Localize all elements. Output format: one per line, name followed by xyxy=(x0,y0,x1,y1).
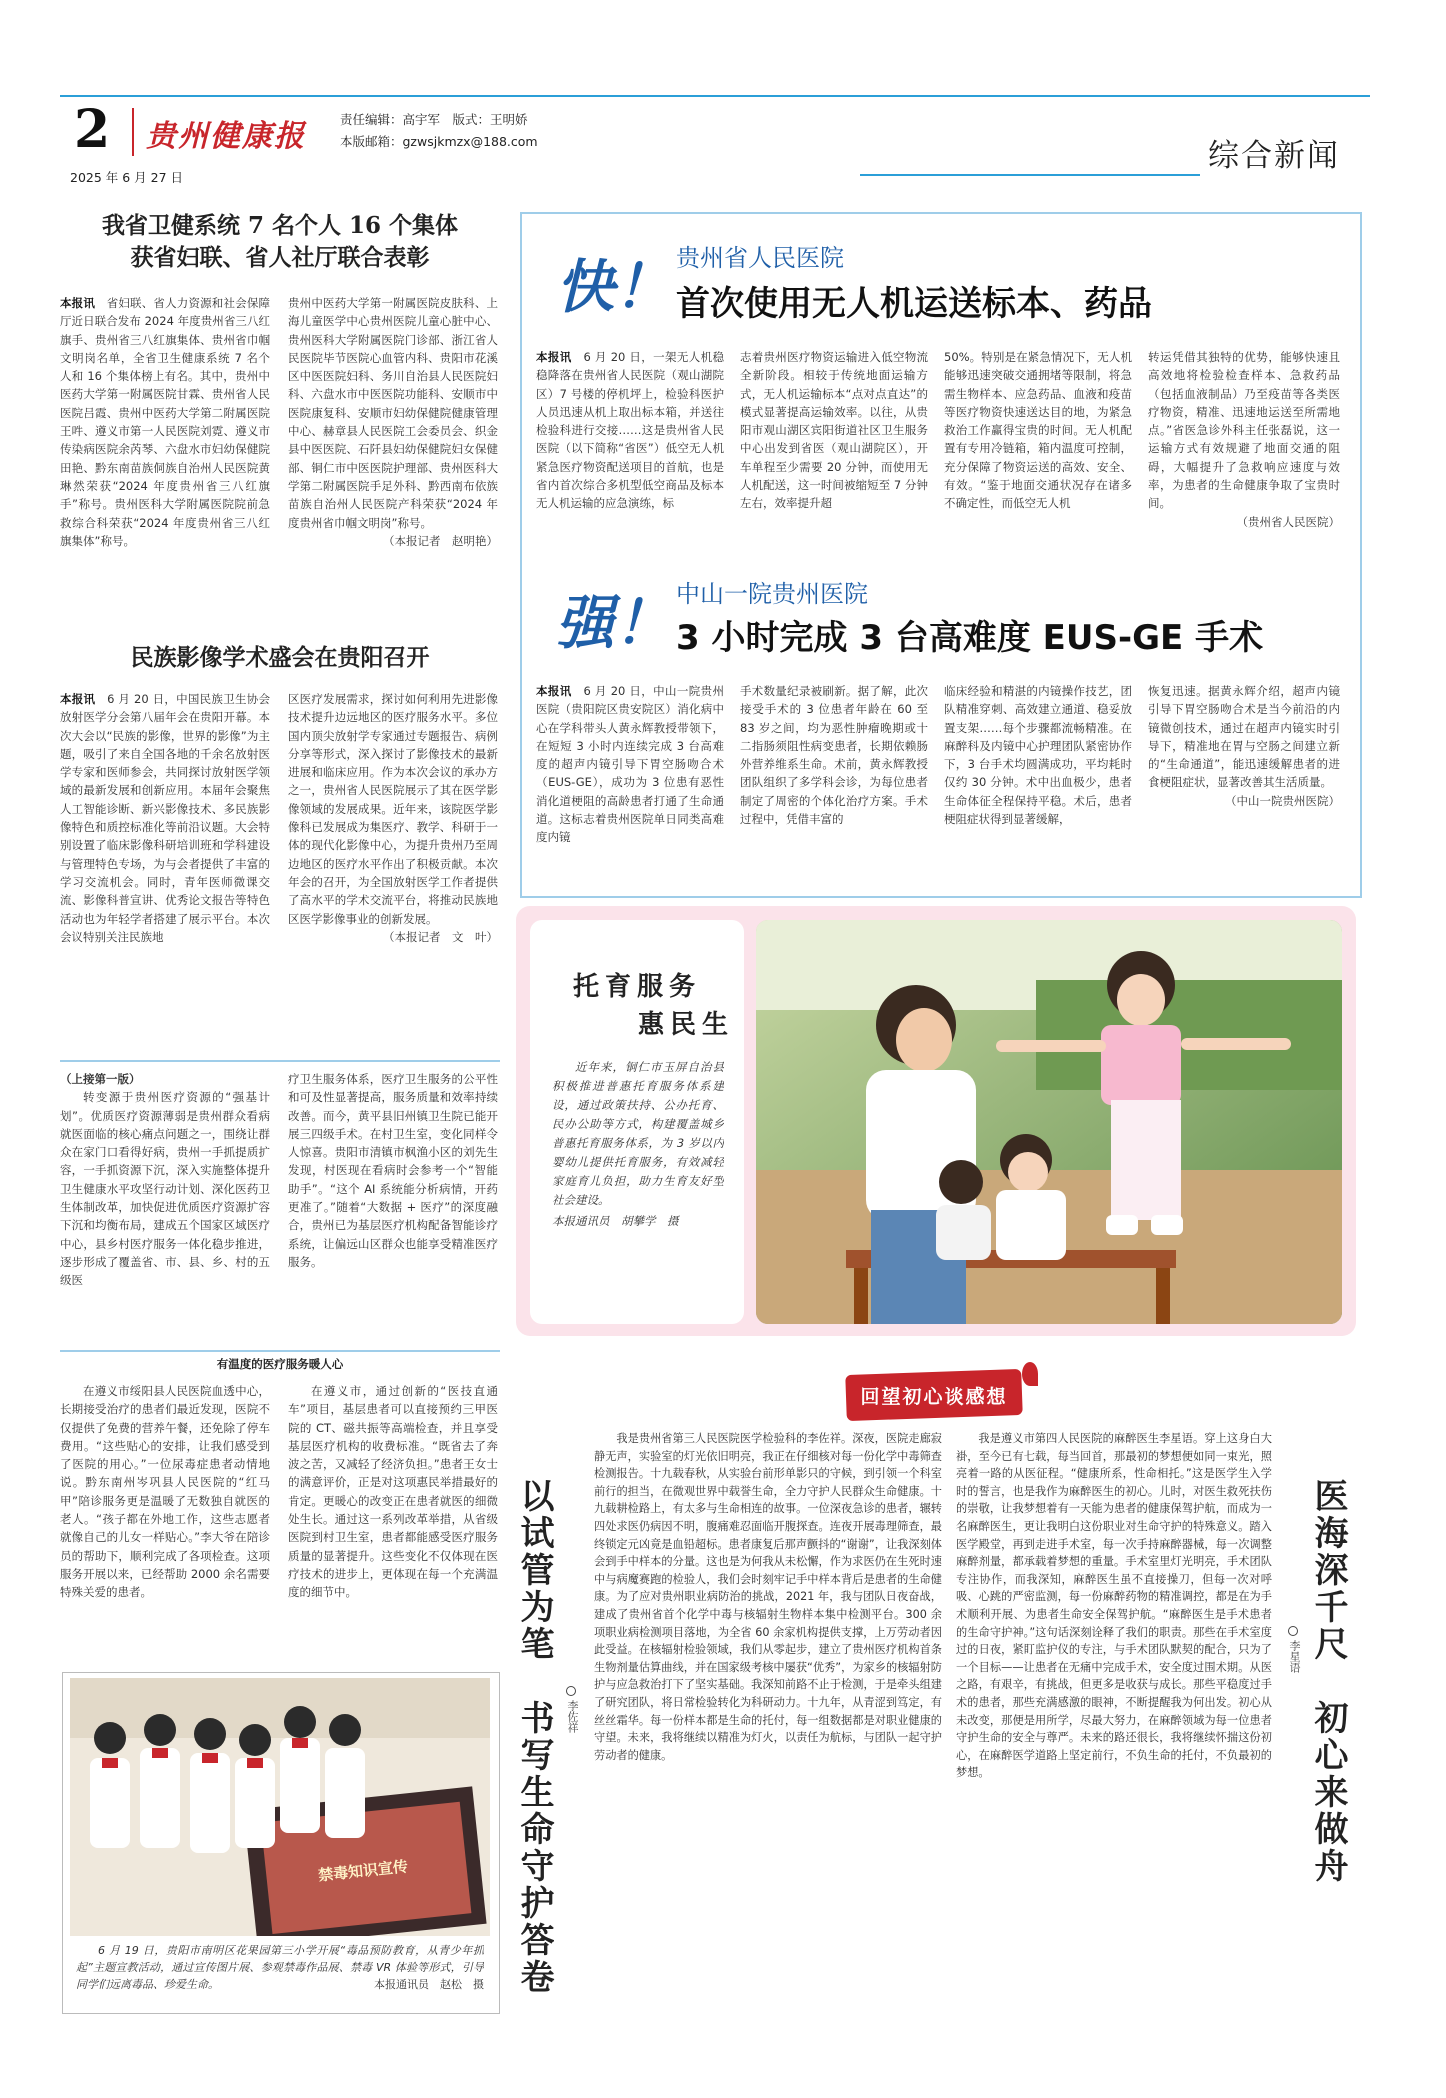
award-title-line1: 我省卫健系统 7 名个人 16 个集体 xyxy=(101,212,459,239)
article-award xyxy=(60,210,500,620)
masthead xyxy=(0,0,1446,190)
article-continued xyxy=(60,1060,500,1340)
lab-text: 我是贵州省第三人民医院医学检验科的李佐祥。深夜，医院走廊寂静无声，实验室的灯光依旧明亮，我正在仔细核对每一份化学中毒筛查检测报告。十九载春秋，从实验台前形单影只的守候，到引领一个科室前行的担当，在微观世界中载誉生命，全力守护人民群众生命健康。十九载耕检路上，有太多与生命相连的故事。一位深夜急诊的患者，辗转四处求医仍病因不明，腹痛难忍面临开腹探查。连夜开展毒理筛查，最终锁定元凶竟是血铅超标。患者康复后那声颤抖的“谢谢”，让我深刻体会到手中样本的分量。这也是为何我从未松懈，作为求医仍在生死时速中与病魔赛跑的检验人，我们会时刻牢记手中样本背后是患者的生命健康。为了应对贵州职业病防治的挑战，2021 年，我与团队日夜奋战，建成了贵州省首个化学中毒与核辐射生物样本集中检测平台。300 余项职业病检测项目落地，为全省 60 余家机构提供支撑，上万劳动者因此受益。在核辐射检验领域，我们从零起步，建立了贵州医疗机构首条生物剂量估算曲线，并在国家级考核中屡获“优秀”，为家乡的核辐射防护与应急救治打下了坚实基础。我深知前路不止于检测，于是牵头组建了研究团队，将日常检验转化为科研动力。十九年，从青涩到笃定，有丝丝霜华。每一份样本都是生命的托付，每一组数据都是对职业健康的守望。未来，我将继续以精准为灯火，以责任为航标，与团队一起守护劳动者的健康。 xyxy=(594,1432,942,1762)
childcare-text: 近年来，铜仁市玉屏自治县积极推进普惠托育服务体系建设，通过政策扶持、公办托育、民办公助等方式，构建覆盖城乡普惠托育服务体系，为 3 岁以内婴幼儿提供托育服务，有效减轻家庭育儿负担，助力生育友好型社会建设。 本报通讯员 胡攀学 摄 xyxy=(552,1058,724,1308)
eus-badge: 强！ xyxy=(556,589,673,657)
imaging-byline: （本报记者 文 叶） xyxy=(383,929,498,944)
drone-byline: （贵州省人民医院） xyxy=(1236,514,1340,529)
drone-col4: 转运凭借其独特的优势，能够快速且高效地将检验检查样本、急救药品（包括血液制品）乃至疫苗等各类医疗物资，精准、迅速地运送至所需地点。”省医急诊外科主任张磊说，这一运输方式有效规避了地面交通的阻碍，大幅提升了急救响应速度与效率，为患者的生命健康争取了宝贵时间。 （贵州省人民医院） xyxy=(1148,348,1340,548)
eus-col3: 临床经验和精湛的内镜操作技艺，团队精准穿刺、高效建立通道、稳妥放置支架……每个步骤都流畅精准。在麻醉科及内镜中心护理团队紧密协作下，3 台手术均圆满成功，平均耗时仅约 30 分钟。术中出血极少，患者生命体征全程保持平稳。术后，患者梗阻症状得到显著缓解， xyxy=(944,684,1132,827)
section-name: 综合新闻 xyxy=(1208,138,1340,174)
anesth-author-dot xyxy=(1288,1626,1298,1636)
editor-line: 责任编辑：高宇军 版式：王明娇 xyxy=(340,112,528,127)
lab-author: 李佐祥 xyxy=(566,1700,579,1733)
continued-col2: 疗卫生服务体系，医疗卫生服务的公平性和可及性显著提高，服务质量和效率持续改善。而今，黄平县旧州镇卫生院已能开展三四级手术。在村卫生室，变化同样令人惊喜。贵阳市清镇市枫渔小区的刘先生发现，村医现在看病时会参考一个“智能助手”。“这个 AI 系统能分析病情，开药更准了。”随着“大数据 + 医疗”的深度融合，贵州已为基层医疗机构配备智能诊疗系统，让偏远山区群众也能享受精准医疗服务。 xyxy=(288,1072,498,1269)
eus-col2: 手术数量纪录被刷新。据了解，此次接受手术的 3 位患者年龄在 60 至 83 岁之间，均为恶性肿瘤晚期或十二指肠须阻性病变患者，长期依赖肠外营养维系生命。术前，黄永辉教授团队组织了多学科会诊，为每位患者制定了周密的个体化治疗方案。手术过程中，凭借丰富的 xyxy=(740,684,928,827)
antidrug-byline: 本报通讯员 赵松 摄 xyxy=(374,1978,484,1991)
childcare-title-line1: 托育服务 xyxy=(572,972,701,1002)
anesth-author: 李星语 xyxy=(1288,1640,1301,1673)
article-eus xyxy=(536,566,1346,888)
drone-hospital: 贵州省人民医院 xyxy=(676,244,844,272)
eus-hospital: 中山一院贵州医院 xyxy=(676,580,868,608)
lab-vertical-title: 以试管为笔 书写生命守护答卷 xyxy=(514,1478,554,1996)
imaging-title: 民族影像学术盛会在贵阳召开 xyxy=(130,644,430,671)
warm-col1: 在遵义市绥阳县人民医院血透中心，长期接受治疗的患者们最近发现，医院不仅提供了免费的营养午餐，还免除了停车费用。“这些贴心的安排，让我们感受到了医院的用心。”一位尿毒症患者动情地说。黔东南州岑巩县人民医院的“红马甲”陪诊服务更是温暖了无数独自就医的老人。“孩子都在外地工作，这些志愿者就像自己的儿女一样贴心。”李大爷在陪诊员的帮助下，顺利完成了各项检查。这项服务开展以来，已经帮助 2000 余名需要特殊关爱的患者。 xyxy=(60,1384,270,1600)
childcare-photo xyxy=(756,920,1342,1324)
email-line: 本版邮箱：gzwsjkmzx@188.com xyxy=(340,134,538,149)
header-decor-icon xyxy=(1022,1362,1038,1386)
award-title-line2: 获省妇联、省人社厅联合表彰 xyxy=(130,244,430,271)
paper-name-logo: 贵州健康报 xyxy=(146,119,306,154)
award-col1: 本报讯 省妇联、省人力资源和社会保障厅近日联合发布 2024 年度贵州省三八红旗手、贵州省三八红旗集体、贵州省巾帼文明岗名单，全省卫生健康系统 7 名个人和 16 个集体榜上有名。其中，贵州中医药大学第一附属医院甘霖、贵州省人民医院吕霞、贵州中医药大学第二附属医院王吽、遵义市第一人民医院刘霓、遵义市传染病医院余芮琴、六盘水市妇幼保健院田艳、黔东南苗族侗族自治州人民医院黄琳然荣获“2024 年度贵州省三八红旗手”称号。贵州医科大学附属医院院前急救综合科荣获“2024 年度贵州省三八红旗集体”称号。 xyxy=(60,296,270,548)
article-drone xyxy=(536,222,1346,552)
eus-title: 3 小时完成 3 台高难度 EUS-GE 手术 xyxy=(676,618,1264,658)
eus-byline: （中山一院贵州医院） xyxy=(1225,793,1340,808)
eus-col1: 本报讯 6 月 20 日，中山一院贵州医院（贵阳院区贵安院区）消化病中心在学科带头人黄永辉教授带领下，在短短 3 小时内连续完成 3 台高难度的超声内镜引导下胃空肠吻合术（EUS-GE），成功为 3 位患有恶性消化道梗阻的高龄患者打通了生命通道。这标志着贵州医院单日同类高难度内镜 xyxy=(536,684,724,845)
article-imaging xyxy=(60,640,500,1045)
antidrug-caption: 6 月 19 日，贵阳市南明区花果园第三小学开展“毒品预防教育，从青少年抓起”主题宣教活动，通过宣传图片展、参观禁毒作品展、禁毒 VR 体验等形式，引导同学们远离毒品、珍爱生命。 本报通讯员 赵松 摄 xyxy=(76,1944,484,1991)
anesth-vertical-title: 医海深千尺 初心来做舟 xyxy=(1308,1478,1348,1885)
column-header-text: 回望初心谈感想 xyxy=(860,1386,1008,1408)
continued-label: （上接第一版） xyxy=(60,1072,141,1086)
page-number: 2 xyxy=(74,99,111,160)
issue-date: 2025 年 6 月 27 日 xyxy=(70,170,184,185)
award-col2: 贵州中医药大学第一附属医院皮肤科、上海儿童医学中心贵州医院儿童心脏中心、贵州医科大学附属医院门诊部、浙江省人民医院毕节医院心血管内科、贵阳市花溪区中医医院妇科、务川自治县人民医院妇科、六盘水市中医医院功能科、安顺市中医院康复科、安顺市妇幼保健院健康管理中心、赫章县人民医院工会委员会、织金县中医医院、石阡县妇幼保健院妇女保健部、铜仁市中医医院护理部、贵州医科大学第二附属医院手足外科、黔西南布依族苗族自治州人民医院产科荣获“2024 年度贵州省巾帼文明岗”称号。 （本报记者 赵明艳） xyxy=(288,294,498,620)
antidrug-photo xyxy=(70,1678,490,1936)
warm-section-title: 有温度的医疗服务暖人心 xyxy=(216,1357,344,1371)
eus-col4: 恢复迅速。据黄永辉介绍，超声内镜引导下胃空肠吻合术是当今前沿的内镜微创技术，通过在超声内镜实时引导下，精准地在胃与空肠之间建立新的“生命通道”，能迅速缓解患者的进食梗阻症状，显著改善其生活质量。 （中山一院贵州医院） xyxy=(1148,682,1340,886)
drone-col3: 50%。特别是在紧急情况下，无人机能够迅速突破交通拥堵等限制，将急需生物样本、应急药品、血液和疫苗等医疗物资快速送达目的地，为紧急救治工作赢得宝贵的时间。无人机配置有专用冷链箱，箱内温度可控制，充分保障了物资运送的高效、安全、有效。“鉴于地面交通状况存在诸多不确定性，而低空无人机 xyxy=(944,350,1132,511)
warm-col2: 在遵义市，通过创新的“医技直通车”项目，基层患者可以直接预约三甲医院的 CT、磁共振等高端检查，并且享受基层医疗机构的收费标准。“既省去了奔波之苦，又减轻了经济负担。”患者王女士的满意评价，正是对这项惠民举措最好的肯定。更暖心的改变正在患者就医的细微处生长。通过这一系列改革举措，从省级医院到村卫生室，患者都能感受医疗服务质量的显著提升。这些变化不仅体现在医疗技术的进步上，更体现在每一个充满温度的细节中。 xyxy=(288,1384,498,1600)
drone-col2: 志着贵州医疗物资运输进入低空物流全新阶段。相较于传统地面运输方式，无人机运输标本“点对点直达”的模式显著提高运输效率。以往，从贵阳市观山湖区宾阳街道社区卫生服务中心出发到省医（观山湖院区），开车单程至少需要 20 分钟，而使用无人机配送，这一时间被缩短至 7 分钟左右，效率提升超 xyxy=(740,350,928,511)
drone-title: 首次使用无人机运送标本、药品 xyxy=(676,284,1152,324)
imaging-col1: 本报讯 6 月 20 日，中国民族卫生协会放射医学分会第八届年会在贵阳开幕。本次大会以“民族的影像，世界的影像”为主题，吸引了来自全国各地的千余名放射医学专家和医师参会，共同探讨放射医学领域的最新发展和创新应用。本届年会聚焦人工智能诊断、新兴影像技术、多民族影像特色和质控标准化等前沿议题。大会特别设置了临床影像科研培训班和学科建设与管理特色专场，为与会者提供了丰富的学习交流机会。同时，青年医师微课交流、影像科普宣讲、优秀论文报告等特色活动也为年轻学者搭建了展示平台。本次会议特别关注民族地 xyxy=(60,692,270,944)
imaging-col2: 区医疗发展需求，探讨如何利用先进影像技术提升边远地区的医疗服务水平。多位国内顶尖放射学专家通过专题报告、病例分享等形式，深入探讨了影像技术的最新进展和临床应用。作为本次会议的承办方之一，贵州省人民医院展示了其在医学影像领域的发展成果。近年来，该院医学影像科已发展成为集医疗、教学、科研于一体的现代化影像中心，为提升贵州乃至周边地区的医疗水平作出了积极贡献。本次年会的召开，为全国放射医学工作者提供了高水平的学术交流平台，将推动民族地区医学影像事业的创新发展。 （本报记者 文 叶） xyxy=(288,690,498,1040)
article-warm xyxy=(60,1350,500,1660)
lab-author-dot xyxy=(566,1686,576,1696)
drone-badge: 快！ xyxy=(556,253,673,321)
childcare-title-line2: 惠民生 xyxy=(637,1010,734,1040)
anesth-text: 我是遵义市第四人民医院的麻醉医生李星语。穿上这身白大褂，至今已有七载，每当回首，那最初的梦想便如同一束光，照亮着一路的从医征程。“健康所系，性命相托。”这是医学生入学时的誓言，也是我作为麻醉医生的初心。儿时，对医生救死扶伤的崇敬，让我梦想着有一天能为患者的健康保驾护航，而成为一名麻醉医生，更让我明白这份职业对生命守护的特殊意义。踏入医学殿堂，再到走进手术室，每一次手持麻醉器械，每一次调整麻醉剂量，都承载着梦想的重量。手术室里灯光明亮，手术团队专注协作，而我深知，麻醉医生虽不直接操刀，但每一次对呼吸、心跳的严密监测，每一份麻醉药物的精准调控，都是在为手术顺利开展、为患者生命安全保驾护航。“麻醉医生是手术患者的生命守护神。”这句话深刻诠释了我们的职责。那些在手术室度过的日夜，紧盯监护仪的专注，与手术团队默契的配合，只为了一个目标——让患者在无痛中完成手术，安全度过围术期。从医之路，有艰辛，有挑战，但更多是收获与成长。那些平稳度过手术的患者，那些充满感激的眼神，不断提醒我为何出发。初心从未改变，那便是用所学，尽最大努力，在麻醉领域为每一位患者守护生命的安全与尊严。未来的路还很长，我将继续怀揣这份初心，在麻醉医学道路上坚定前行，不负生命的托付，不负最初的梦想。 xyxy=(956,1432,1272,1780)
childcare-byline: 本报通讯员 胡攀学 摄 xyxy=(552,1214,679,1228)
continued-col1: （上接第一版） 转变源于贵州医疗资源的“强基计划”。优质医疗资源薄弱是贵州群众看病就医面临的核心痛点问题之一，围绕让群众在家门口看得好病，贵州一手抓提质扩容，一手抓资源下沉，深入实施整体提升卫生健康水平攻坚行动计划、深化医药卫生体制改革，加快促进优质医疗资源扩容下沉和均衡布局，建成五个国家区域医疗中心，县乡村医疗服务一体化稳步推进，逐步形成了覆盖省、市、县、乡、村的五级医 xyxy=(60,1072,270,1288)
antidrug-board-text: 禁毒知识宣传 xyxy=(317,1857,409,1885)
award-byline: （本报记者 赵明艳） xyxy=(383,533,498,548)
drone-col1: 本报讯 6 月 20 日，一架无人机稳稳降落在贵州省人民医院（观山湖院区）7 号楼的停机坪上，检验科医护人员迅速从机上取出标本箱，并送往检验科进行交接……这是贵州省人民医院（以下简称“省医”）低空无人机紧急医疗物资配送项目的首航，也是省内首次综合多机型低空商品及标本无人机运输的应急演练，标 xyxy=(536,350,724,511)
